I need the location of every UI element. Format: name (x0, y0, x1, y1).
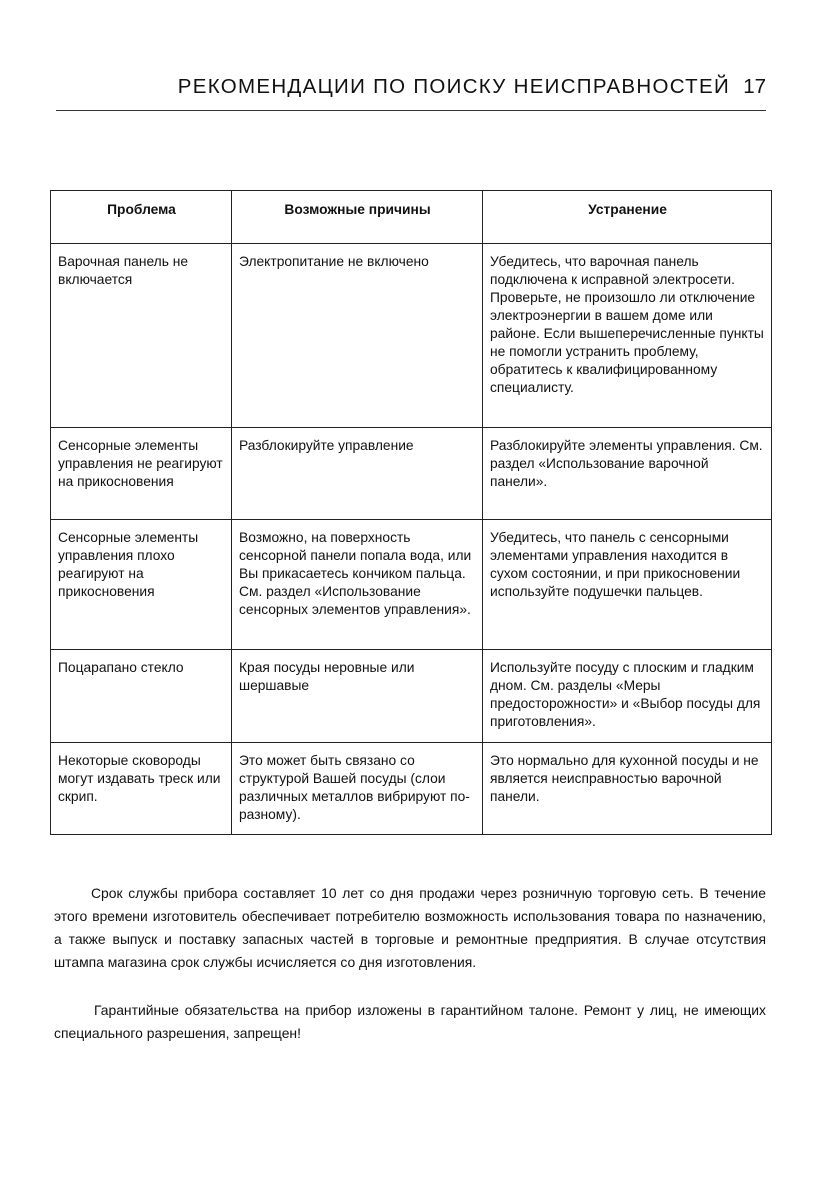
table-row (51, 650, 772, 743)
solution-cell: Это нормально для кухонной посуды и не является неисправностью варочной панели. (483, 743, 772, 835)
service-life-paragraph: Срок службы прибора составляет 10 лет со дня продажи через розничную торговую сеть. В течение этого времени изготовитель обеспечивает потребителю возможность использования товара по назначению, а также выпуск и поставку запасных частей в торговые и ремонтные предприятия. В случае отсутствия штампа магазина срок службы исчисляется со дня изготовления. (54, 884, 766, 970)
problem-cell: Варочная панель не включается (51, 244, 232, 428)
problem-cell: Некоторые сковороды могут издавать треск или скрип. (51, 743, 232, 835)
problem-cell: Сенсорные элементы управления не реагируют на прикосновения (51, 428, 232, 520)
cause-cell: Края посуды неровные или шершавые (232, 650, 483, 743)
table-row (51, 428, 772, 520)
troubleshooting-table (50, 190, 772, 835)
table-row (51, 520, 772, 650)
column-header-causes: Возможные причины (232, 191, 483, 244)
table-row (51, 743, 772, 835)
table-row (51, 244, 772, 428)
column-header-solution: Устранение (483, 191, 772, 244)
warranty-paragraph: Гарантийные обязательства на прибор изложены в гарантийном талоне. Ремонт у лиц, не имеющих специального разрешения, запрещен! (54, 1001, 766, 1041)
cause-cell: Электропитание не включено (232, 244, 483, 428)
problem-cell: Сенсорные элементы управления плохо реагируют на прикосновения (51, 520, 232, 650)
cause-cell: Возможно, на поверхность сенсорной панели попала вода, или Вы прикасаетесь кончиком пальца. См. раздел «Использование сенсорных элементов управления». (232, 520, 483, 650)
column-header-problem: Проблема (51, 191, 232, 244)
cause-cell: Это может быть связано со структурой Вашей посуды (слои различных металлов вибрируют по-разному). (232, 743, 483, 835)
page-number: 17 (743, 75, 766, 98)
solution-cell: Разблокируйте элементы управления. См. раздел «Использование варочной панели». (483, 428, 772, 520)
section-title: РЕКОМЕНДАЦИИ ПО ПОИСКУ НЕИСПРАВНОСТЕЙ (177, 75, 730, 98)
table-header-row (51, 191, 772, 244)
solution-cell: Используйте посуду с плоским и гладким дном. См. разделы «Меры предосторожности» и «Выбор посуды для приготовления». (483, 650, 772, 743)
cause-cell: Разблокируйте управление (232, 428, 483, 520)
page-header (56, 70, 766, 111)
problem-cell: Поцарапано стекло (51, 650, 232, 743)
solution-cell: Убедитесь, что варочная панель подключена к исправной электросети. Проверьте, не произошло ли отключение электроэнергии в вашем доме или районе. Если вышеперечисленные пункты не помогли устранить проблему, обратитесь к квалифицированному специалисту. (483, 244, 772, 428)
solution-cell: Убедитесь, что панель с сенсорными элементами управления находится в сухом состоянии, и при прикосновении используйте подушечки пальцев. (483, 520, 772, 650)
